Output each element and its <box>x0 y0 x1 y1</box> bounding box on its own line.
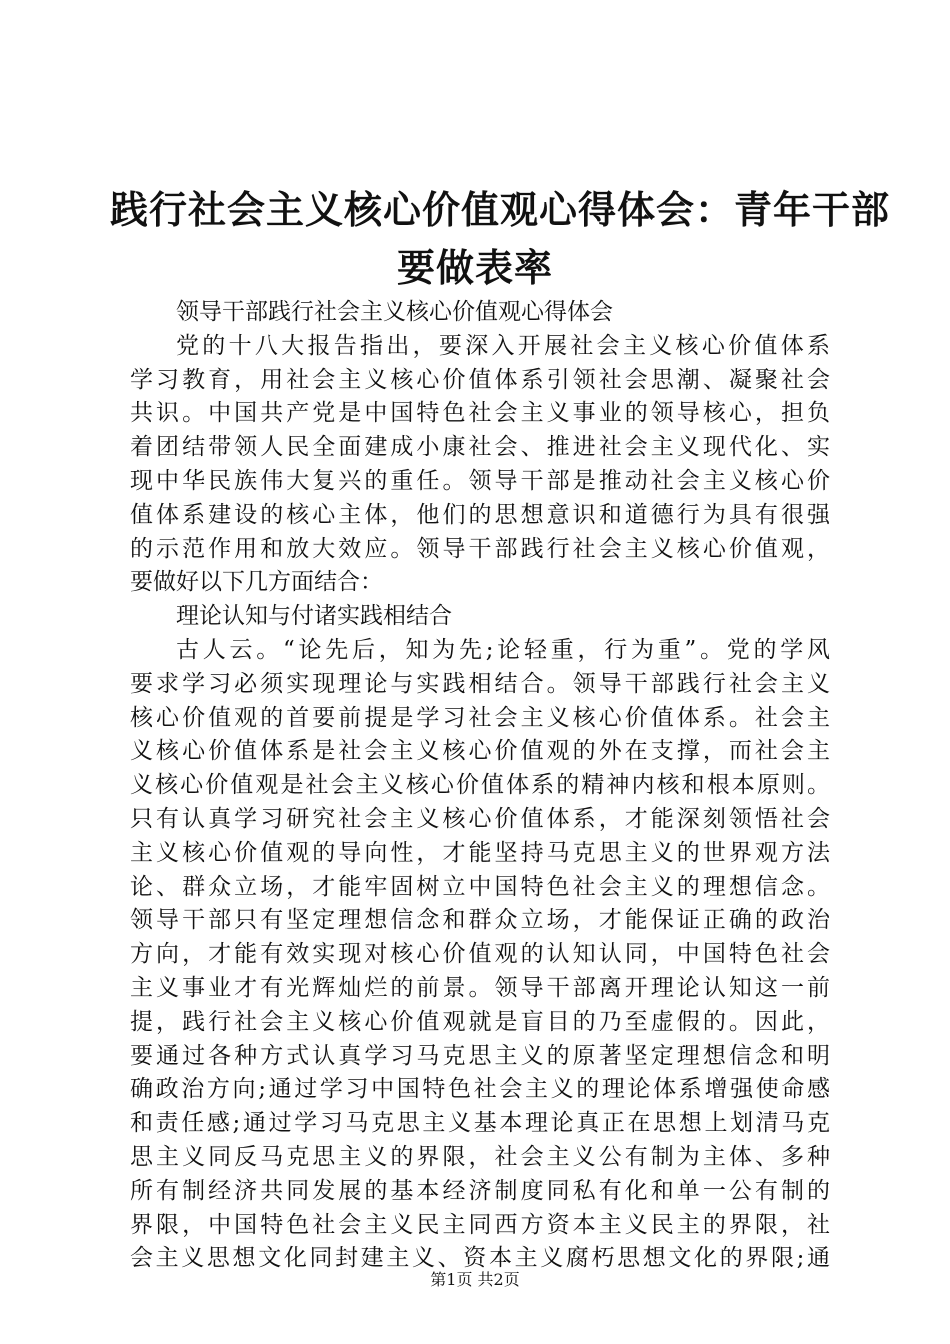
paragraph-line: 领导干部只有坚定理想信念和群众立场，才能保证正确的政治 <box>130 907 830 934</box>
paragraph-line: 主义事业才有光辉灿烂的前景。领导干部离开理论认知这一前 <box>130 974 830 1001</box>
subtitle-line: 领导干部践行社会主义核心价值观心得体会 <box>176 299 613 325</box>
paragraph-line: 要通过各种方式认真学习马克思主义的原著坚定理想信念和明 <box>130 1042 830 1069</box>
paragraph-line: 所有制经济共同发展的基本经济制度同私有化和单一公有制的 <box>130 1177 830 1204</box>
paragraph-line: 主义核心价值观的导向性，才能坚持马克思主义的世界观方法 <box>130 839 830 866</box>
paragraph-line: 义核心价值体系是社会主义核心价值观的外在支撑，而社会主 <box>130 738 830 765</box>
paragraph-line: 确政治方向;通过学习中国特色社会主义的理论体系增强使命感 <box>130 1076 830 1103</box>
paragraph-line: 会主义思想文化同封建主义、资本主义腐朽思想文化的界限;通 <box>130 1245 830 1272</box>
paragraph-line: 要做好以下几方面结合： <box>130 569 383 596</box>
paragraph-line: 提，践行社会主义核心价值观就是盲目的乃至虚假的。因此， <box>130 1008 830 1035</box>
paragraph-line: 值体系建设的核心主体，他们的思想意识和道德行为具有很强 <box>130 501 830 528</box>
document-body <box>130 296 830 1276</box>
paragraph-line: 古人云。“论先后，知为先;论轻重，行为重”。党的学风 <box>176 636 830 663</box>
document-title-line-2: 要做表率 <box>396 246 553 290</box>
paragraph-line: 要求学习必须实现理论与实践相结合。领导干部践行社会主义 <box>130 670 830 697</box>
paragraph-line: 共识。中国共产党是中国特色社会主义事业的领导核心，担负 <box>130 400 830 427</box>
paragraph-line: 方向，才能有效实现对核心价值观的认知认同，中国特色社会 <box>130 941 830 968</box>
paragraph-line: 界限，中国特色社会主义民主同西方资本主义民主的界限，社 <box>130 1211 830 1238</box>
paragraph-line: 论、群众立场，才能牢固树立中国特色社会主义的理想信念。 <box>130 873 830 900</box>
paragraph-line: 党的十八大报告指出，要深入开展社会主义核心价值体系 <box>176 332 830 359</box>
paragraph-line: 着团结带领人民全面建成小康社会、推进社会主义现代化、实 <box>130 434 830 461</box>
paragraph-line: 只有认真学习研究社会主义核心价值体系，才能深刻领悟社会 <box>130 805 830 832</box>
page-number-footer: 第1页 共2页 <box>430 1270 520 1289</box>
document-title-line-1: 践行社会主义核心价值观心得体会：青年干部 <box>110 188 891 232</box>
paragraph-line: 义核心价值观是社会主义核心价值体系的精神内核和根本原则。 <box>130 772 830 799</box>
paragraph-line: 和责任感;通过学习马克思主义基本理论真正在思想上划清马克 <box>130 1110 830 1137</box>
paragraph-line: 的示范作用和放大效应。领导干部践行社会主义核心价值观， <box>130 535 830 562</box>
paragraph-line: 核心价值观的首要前提是学习社会主义核心价值体系。社会主 <box>130 704 830 731</box>
section-heading: 理论认知与付诸实践相结合 <box>176 603 452 630</box>
paragraph-line: 现中华民族伟大复兴的重任。领导干部是推动社会主义核心价 <box>130 467 830 494</box>
paragraph-line: 学习教育，用社会主义核心价值体系引领社会思潮、凝聚社会 <box>130 366 830 393</box>
paragraph-line: 思主义同反马克思主义的界限，社会主义公有制为主体、多种 <box>130 1143 830 1170</box>
